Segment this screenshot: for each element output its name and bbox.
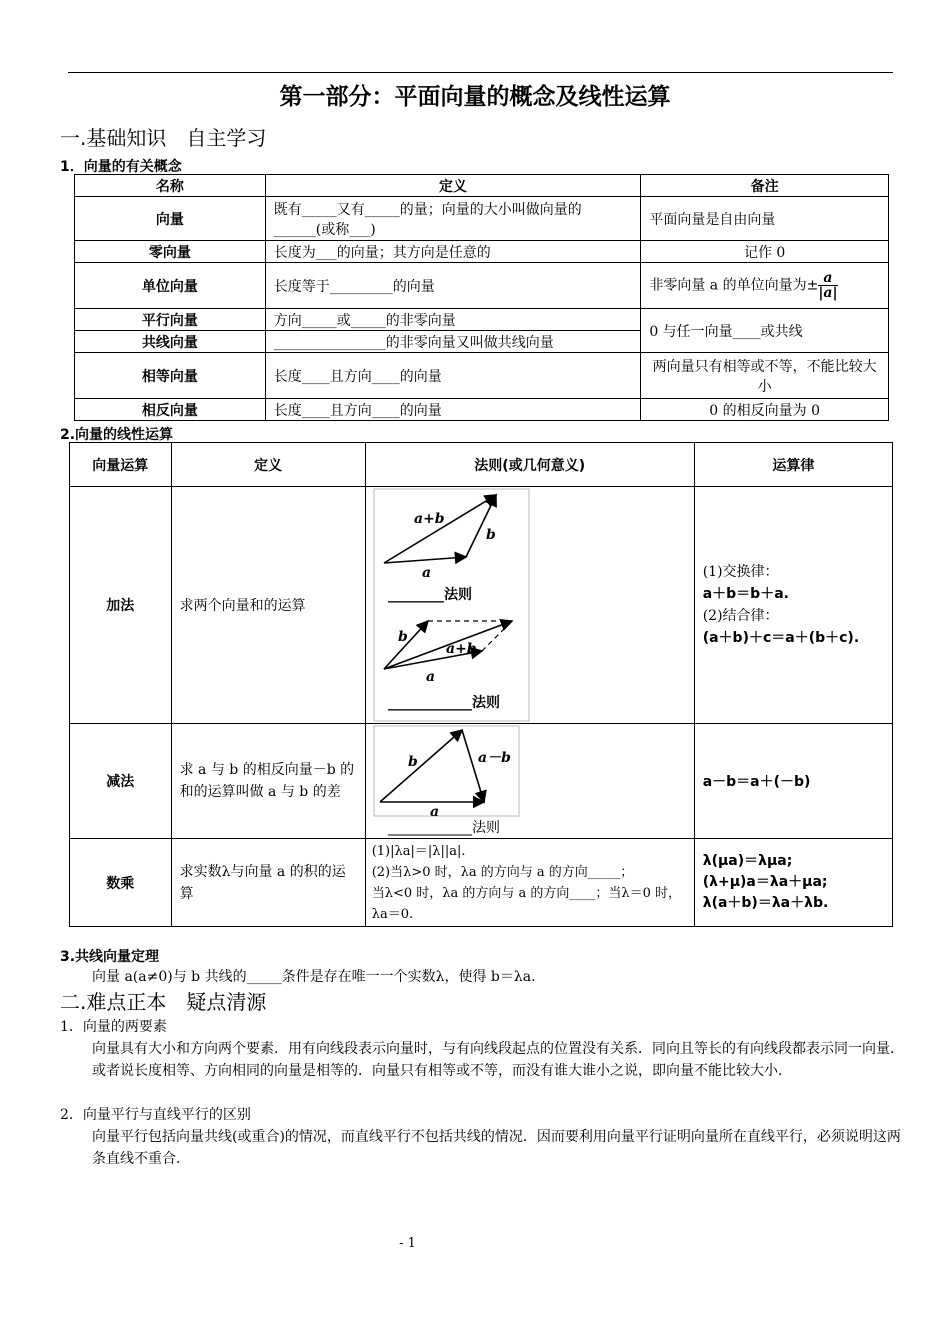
row-definition: 长度____且方向____的向量 — [265, 399, 641, 421]
row-name: 相反向量 — [75, 399, 266, 421]
row-definition: ________________的非零向量又叫做共线向量 — [265, 331, 641, 353]
header-rule — [68, 72, 893, 73]
subtraction-definition: 求 a 与 b 的相反向量－b 的和的运算叫做 a 与 b 的差 — [171, 724, 365, 839]
col-header-laws: 运算律 — [694, 443, 892, 487]
rule-line: 当λ<0 时，λa 的方向与 a 的方向____；当λ＝0 时，λa＝0. — [371, 885, 682, 922]
row-name: 向量 — [75, 197, 266, 241]
row-name: 平行向量 — [75, 309, 266, 331]
label-b: b — [485, 527, 496, 543]
law-line: (2)结合律： — [702, 608, 779, 624]
diagram-frame — [374, 489, 529, 721]
op-addition: 加法 — [70, 487, 172, 724]
label-b: b — [407, 754, 418, 770]
scalar-mult-definition: 求实数λ与向量 a 的积的运算 — [171, 839, 365, 927]
row-definition: 方向_____或_____的非零向量 — [265, 309, 641, 331]
vector-a-arrow — [384, 557, 466, 563]
unit-vector-note: 非零向量 a 的单位向量为± — [649, 277, 819, 294]
label-a-plus-b: a+b — [413, 511, 445, 527]
vector-diff-arrow — [462, 730, 484, 802]
triangle-rule-label: ________法则 — [387, 587, 472, 603]
label-a-plus-b: a+b — [445, 641, 477, 657]
row-name: 相等向量 — [75, 353, 266, 399]
triangle-rule-label: ____________法则 — [387, 820, 500, 836]
law-line: a＋b＝b＋a. — [702, 586, 789, 602]
fraction-numerator: a — [818, 271, 837, 286]
col-header-note: 备注 — [641, 175, 889, 197]
law-line: λ(a＋b)＝λa＋λb. — [702, 895, 829, 911]
subheading-linear-ops: 2.向量的线性运算 — [60, 427, 174, 443]
law-line: (λ+μ)a＝λa＋μa; — [702, 874, 828, 890]
rule-line: (1)|λa|＝|λ||a|. — [371, 843, 466, 859]
subtraction-diagram — [366, 724, 694, 838]
dashed-side — [482, 621, 512, 651]
scalar-mult-rule — [365, 839, 694, 927]
concepts-table — [74, 174, 889, 421]
col-header-definition: 定义 — [265, 175, 641, 197]
col-header-operation: 向量运算 — [70, 443, 172, 487]
row-note: 0 的相反向量为 0 — [641, 399, 889, 421]
addition-diagrams — [366, 487, 694, 723]
row-note — [641, 263, 889, 309]
label-b: b — [397, 629, 408, 645]
addition-laws — [694, 487, 892, 724]
op-subtraction: 减法 — [70, 724, 172, 839]
row-definition: 长度等于_________的向量 — [265, 263, 641, 309]
law-line: λ(μa)＝λμa; — [702, 853, 793, 869]
subtraction-law: a－b＝a＋(－b) — [694, 724, 892, 839]
subheading-collinear-theorem: 3.共线向量定理 — [60, 949, 160, 965]
point-1-text: 向量具有大小和方向两个要素．用有向线段表示向量时，与有向线段起点的位置没有关系．同向且等长的有向线段都表示同一向量．或者说长度相等、方向相同的向量是相等的．向量只有相等或不等，而没有谁大谁小之说，即向量不能比较大小． — [92, 1041, 904, 1079]
point-1-title: 1．向量的两要素 — [60, 1019, 167, 1035]
law-line: (a＋b)＋c＝a＋(b＋c). — [702, 630, 860, 646]
addition-definition: 求两个向量和的运算 — [171, 487, 365, 724]
section-heading-2: 二.难点正本 疑点清源 — [60, 990, 267, 1014]
section-heading-1: 一.基础知识 自主学习 — [60, 126, 267, 150]
page-title: 第一部分：平面向量的概念及线性运算 — [279, 84, 671, 110]
unit-vector-fraction — [818, 271, 837, 300]
addition-rule-cell — [365, 487, 694, 724]
linear-ops-table — [69, 442, 893, 927]
col-header-rule: 法则(或几何意义) — [365, 443, 694, 487]
page-number: - 1 — [399, 1236, 416, 1251]
col-header-name: 名称 — [75, 175, 266, 197]
fraction-denominator: |a| — [818, 285, 838, 301]
label-a: a — [425, 669, 435, 685]
subtraction-rule-cell — [365, 724, 694, 839]
scalar-mult-laws — [694, 839, 892, 927]
vector-b-arrow — [380, 730, 462, 802]
label-a: a — [429, 804, 439, 820]
row-note: 平面向量是自由向量 — [641, 197, 889, 241]
parallelogram-rule-label: ____________法则 — [387, 695, 500, 711]
rule-line: (2)当λ>0 时，λa 的方向与 a 的方向_____； — [371, 864, 634, 880]
label-a: a — [421, 565, 431, 581]
col-header-definition: 定义 — [171, 443, 365, 487]
row-name: 共线向量 — [75, 331, 266, 353]
op-scalar-mult: 数乘 — [70, 839, 172, 927]
row-note: 记作 0 — [641, 241, 889, 263]
label-a-minus-b: a－b — [477, 750, 511, 766]
row-definition: 长度为___的向量；其方向是任意的 — [265, 241, 641, 263]
row-name: 零向量 — [75, 241, 266, 263]
row-definition: 既有_____又有_____的量；向量的大小叫做向量的______(或称___) — [265, 197, 641, 241]
point-2-title: 2．向量平行与直线平行的区别 — [60, 1107, 251, 1123]
law-line: (1)交换律： — [702, 564, 779, 580]
row-name: 单位向量 — [75, 263, 266, 309]
row-note: 0 与任一向量____或共线 — [641, 309, 889, 353]
row-definition: 长度____且方向____的向量 — [265, 353, 641, 399]
row-note: 两向量只有相等或不等，不能比较大小 — [641, 353, 889, 399]
subheading-concepts: 1．向量的有关概念 — [60, 159, 182, 175]
collinear-theorem-text: 向量 a(a≠0)与 b 共线的_____条件是存在唯一一个实数λ，使得 b＝λa. — [92, 969, 536, 985]
point-2-text: 向量平行包括向量共线(或重合)的情况，而直线平行不包括共线的情况．因而要利用向量平行证明向量所在直线平行，必须说明这两条直线不重合． — [92, 1129, 901, 1167]
